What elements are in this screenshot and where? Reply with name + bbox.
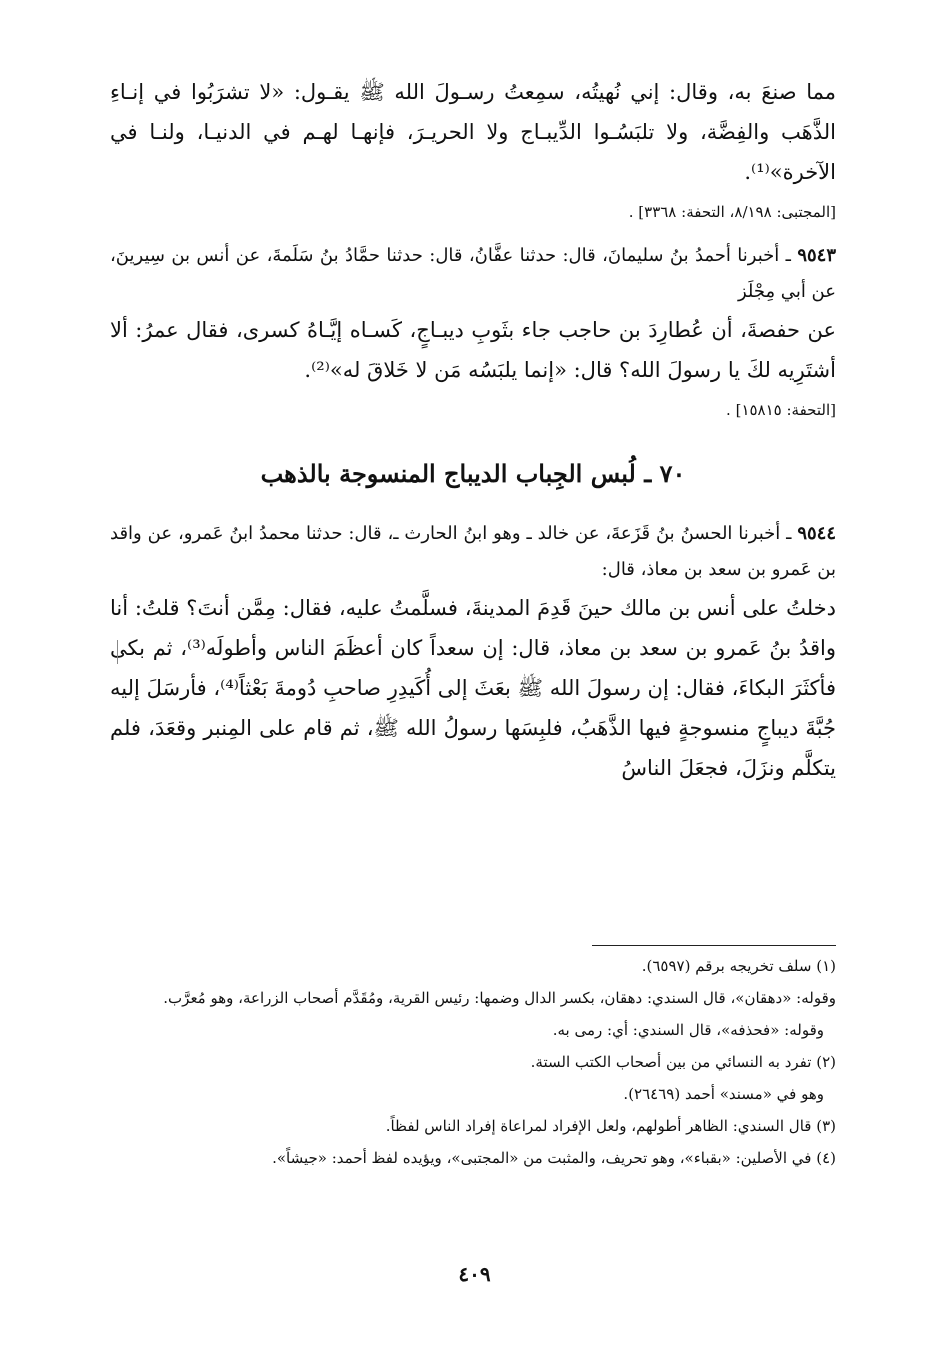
main-text <box>110 72 836 788</box>
footnote-1-dihqan: وقوله: «دهقان»، قال السندي: دهقان، بكسر الدال وضمها: رئيس القرية، ومُقَدَّم أصحاب الزراعة، وهو مُعرَّب. <box>163 989 836 1007</box>
footnote-3: (٣) قال السندي: الظاهر أطولهم، ولعل الإفراد لمراعاة إفراد الناس لفظاً. <box>385 1117 836 1135</box>
paragraph-hadith-end: مما صنعَ به، وقال: إني نُهيتُه، سمِعتُ رسـولَ الله ﷺ يقـول: «لا تشرَبُوا في إنـاءِ الذَّهَب والفِضَّة، ولا تلبَسُـوا الدِّيبـاج ولا الحريـرَ، فإنهـا لهـم في الدنيـا، ولنـا في الآخرة»⁽¹⁾. <box>110 80 836 184</box>
margin-mark <box>117 640 121 664</box>
hadith-9543-matn: عن حفصةَ، أن عُطارِدَ بن حاجب جاء بثَوبِ ديبـاجٍ، كَسـاه إيَّـاهُ كسرى، فقال عمرُ: ألا أشتَرِيه لكَ يا رسولَ الله؟ قال: «إنما يلبَسُه مَن لا خَلاقَ له»⁽²⁾. <box>110 318 836 382</box>
hadith-9544-matn: دخلتُ على أنس بن مالك حينَ قَدِمَ المدينةَ، فسلَّمتُ عليه، فقال: مِمَّن أنتَ؟ قلتُ: أنا واقدُ بنُ عَمرو بن سعد بن معاذ، قال: إن سعداً كان أعظَمَ الناس وأطولَه⁽³⁾، ثم بكى فأكثَرَ البكاءَ، فقال: إن رسولَ الله ﷺ بعَثَ إلى أُكَيدِرِ صاحبِ دُومةَ بَعْثاً⁽⁴⁾، فأرسَلَ إليه جُبَّةَ ديباجٍ منسوجةٍ فيها الذَّهَبُ، فلبِسَها رسولُ الله ﷺ، ثم قام على المِنبر وقعَدَ، فلم يتكلَّم ونزَلَ، فجعَلَ الناسُ <box>110 596 836 780</box>
isnad-text: ـ أخبرنا الحسنُ بنُ قَزَعةَ، عن خالد ـ وهو ابنُ الحارث ـ، قال: حدثنا محمدُ ابنُ عَمرو، عن واقد بن عَمرو بن سعد بن معاذ، قال: <box>110 523 836 580</box>
footnote-separator <box>592 945 836 946</box>
hadith-number: ٩٥٤٣ <box>797 245 836 266</box>
footnote-2: (٢) تفرد به النسائي من بين أصحاب الكتب الستة. <box>530 1053 836 1071</box>
reference-mujtaba: [المجتبى: ٨/١٩٨، التحفة: ٣٣٦٨] . <box>628 203 836 221</box>
footnote-1: (١) سلف تخريجه برقم (٦٥٩٧). <box>641 957 836 975</box>
reference-tuhfa: [التحفة: ١٥٨١٥] . <box>726 401 836 419</box>
footnote-4: (٤) في الأصلين: «بقباء»، وهو تحريف، والمثبت من «المجتبى»، ويؤيده لفظ أحمد: «جيشاً». <box>272 1149 836 1167</box>
footnote-2-musnad: وهو في «مسند» أحمد (٢٦٤٦٩). <box>623 1085 824 1103</box>
footnote-1-hadhafahu: وقوله: «فحذفه»، قال السندي: أي: رمى به. <box>552 1021 824 1039</box>
hadith-9544-isnad <box>110 516 836 588</box>
hadith-9543-isnad <box>110 238 836 310</box>
page-number: ٤٠٩ <box>458 1262 491 1286</box>
footnotes <box>110 953 836 1177</box>
isnad-text: ـ أخبرنا أحمدُ بنُ سليمانَ، قال: حدثنا عفَّانُ، قال: حدثنا حمَّادُ بنُ سَلَمةَ، عن أنس بن سِيرينَ، عن أبي مِجْلَز <box>110 245 836 302</box>
chapter-heading: ٧٠ ـ لُبس الجِباب الديباج المنسوجة بالذهب <box>260 459 686 488</box>
hadith-number: ٩٥٤٤ <box>797 523 836 544</box>
